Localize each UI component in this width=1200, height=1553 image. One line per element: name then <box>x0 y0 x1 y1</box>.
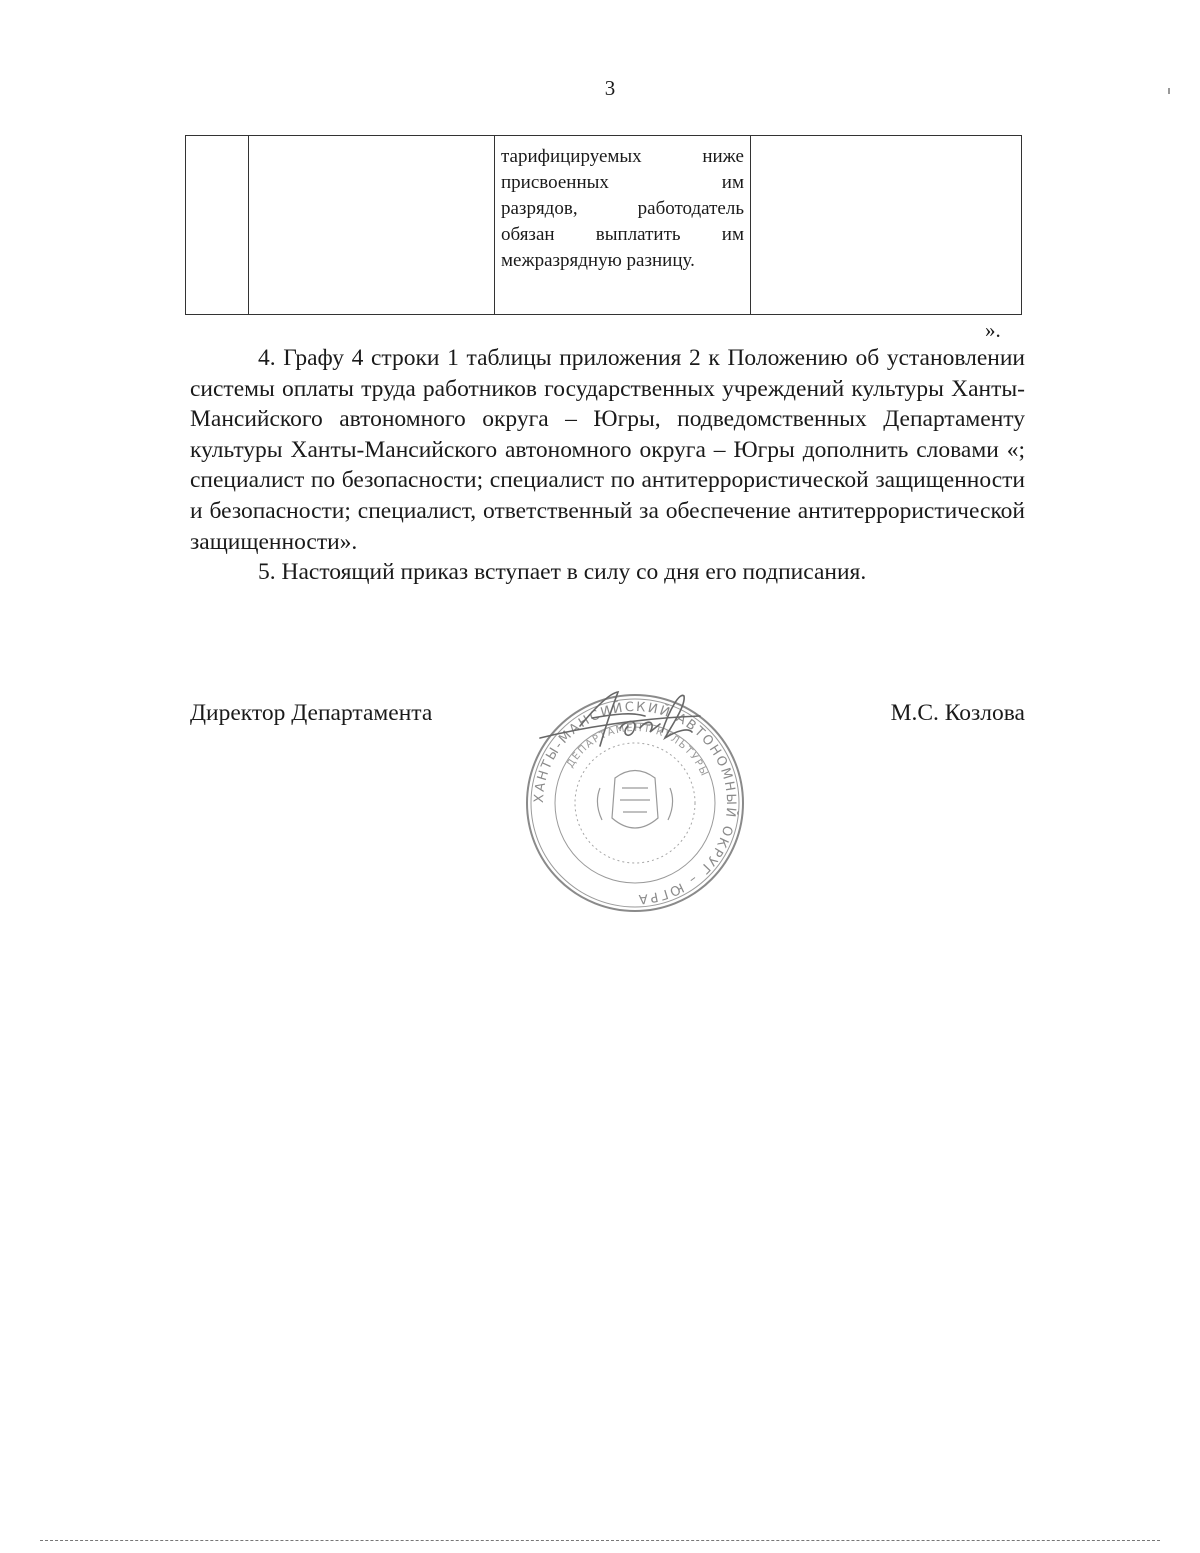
cell-line: присвоенных им <box>501 172 744 193</box>
table-cell-notes <box>751 136 1022 315</box>
seal-inner-text: ДЕПАРТАМЕНТ КУЛЬТУРЫ <box>565 722 710 779</box>
cell-line: разрядов, работодатель <box>501 198 744 219</box>
page-bottom-line <box>40 1540 1160 1541</box>
signatory-title: Директор Департамента <box>190 700 433 726</box>
table-cell-number <box>186 136 249 315</box>
document-body <box>190 343 1025 588</box>
page-number: 3 <box>604 76 616 100</box>
table-row <box>186 136 1022 315</box>
table-cell-category <box>249 136 495 315</box>
signature-block <box>190 700 1025 920</box>
seal-outer-text: ХАНТЫ-МАНСИЙСКИЙ АВТОНОМНЫЙ ОКРУГ – ЮГРА <box>531 699 739 907</box>
closing-quote: ». <box>985 318 1001 342</box>
cell-line: обязан выплатить им <box>501 224 744 245</box>
table-cell-conditions <box>495 136 751 315</box>
signatory-name: М.С. Козлова <box>890 700 1025 726</box>
cell-line: межразрядную разницу. <box>501 250 695 271</box>
continuation-table <box>185 135 1022 315</box>
cell-text <box>495 136 750 274</box>
paragraph-5: 5. Настоящий приказ вступает в силу со дня его подписания. <box>258 559 867 586</box>
official-seal-icon <box>520 688 750 918</box>
cell-line: тарифицируемых ниже <box>501 146 744 167</box>
paragraph-4: 4. Графу 4 строки 1 таблицы приложения 2 к Положению об установлении системы оплаты труда работников государственных учреждений культуры Ханты-Мансийского автономного округа – Югры, подведомственных Департаменту культуры Ханты-Мансийского автономного округа – Югры дополнить словами «; специалист по безопасности; специалист по антитеррористической защищенности и безопасности; специалист, ответственный за обеспечение антитеррористической защищенности». <box>190 345 1025 555</box>
